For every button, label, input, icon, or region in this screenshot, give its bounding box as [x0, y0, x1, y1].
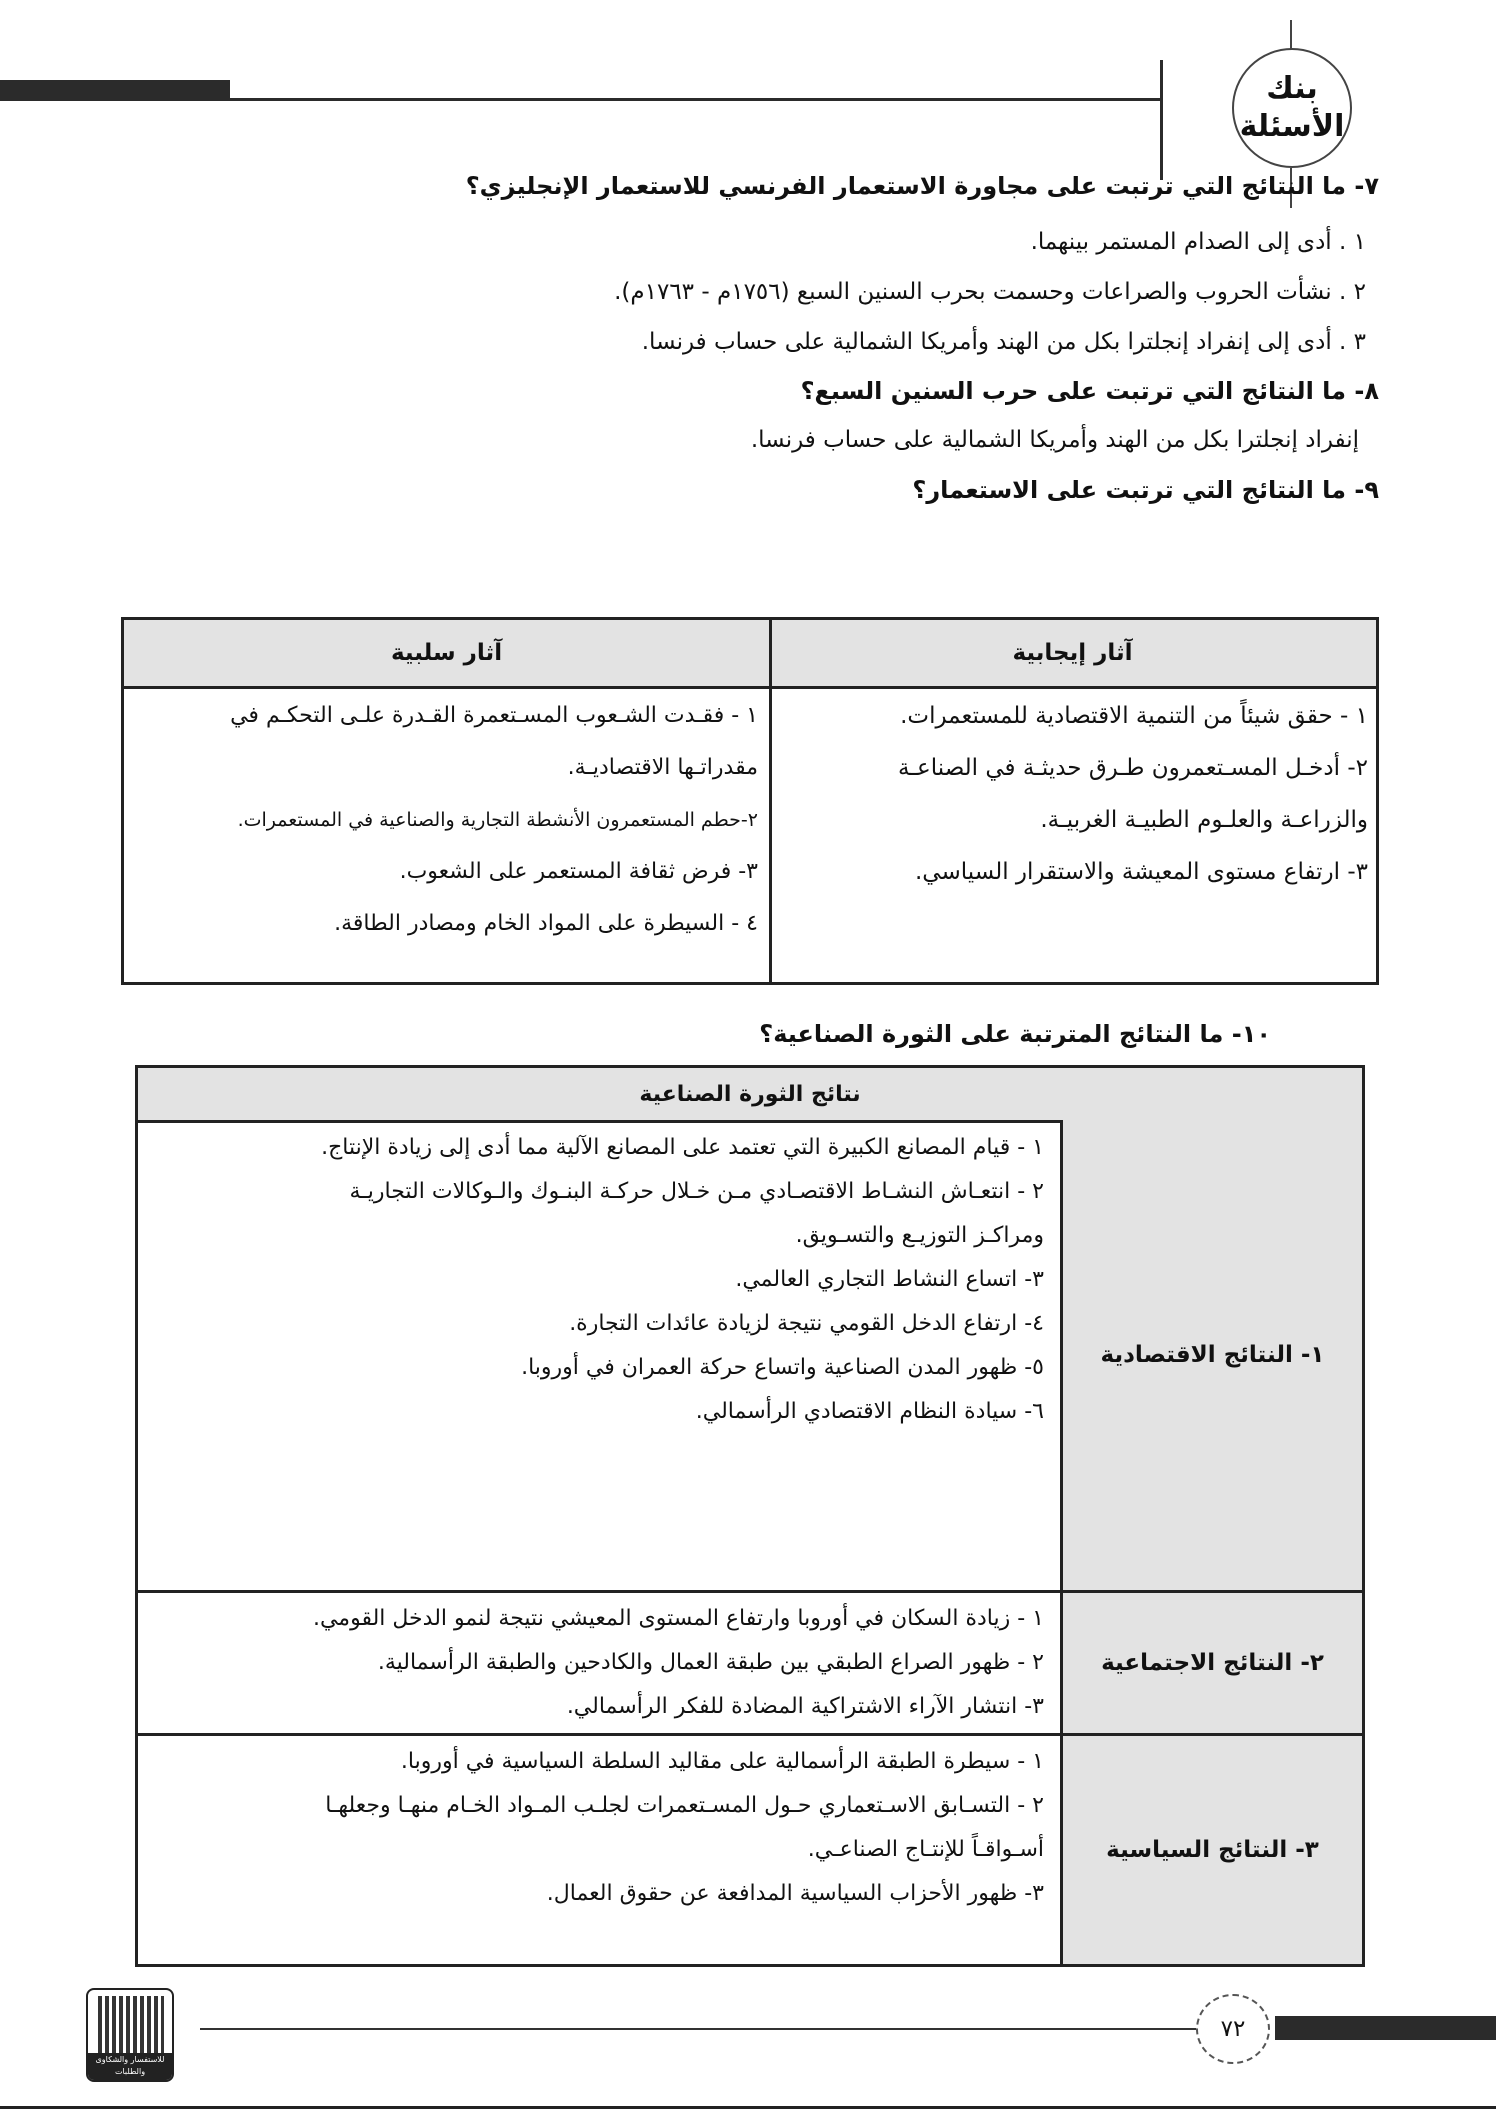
header-divider — [1160, 60, 1163, 180]
economic-item: ومراكـز التوزيـع والتسـويق. — [795, 1223, 1044, 1248]
social-list — [313, 1597, 1044, 1729]
badge-line2: الأسئلة — [1239, 109, 1345, 144]
question-7: ٧- ما النتائج التي ترتبت على مجاورة الاستعمار الفرنسي للاستعمار الإنجليزي؟ — [465, 172, 1379, 200]
q7-answer-3: ٣ . أدى إلى إنفراد إنجلترا بكل من الهند وأمريكا الشمالية على حساب فرنسا. — [641, 329, 1366, 355]
social-item: ٢ - ظهور الصراع الطبقي بين طبقة العمال والكادحين والطبقة الرأسمالية. — [377, 1650, 1044, 1675]
political-item: ٢ - التسـابق الاسـتعماري حـول المسـتعمرات لجلـب المـواد الخـام منهـا وجعلهـا — [325, 1793, 1044, 1818]
q8-answer: إنفراد إنجلترا بكل من الهند وأمريكا الشمالية على حساب فرنسا. — [750, 427, 1359, 453]
page-number: ٧٢ — [1196, 1994, 1270, 2064]
qr-code-icon — [86, 1988, 174, 2082]
social-label: ٢- النتائج الاجتماعية — [1060, 1593, 1362, 1733]
qr-pattern — [98, 1996, 164, 2054]
positive-header: آثار إيجابية — [1012, 640, 1133, 666]
header-bar — [0, 80, 230, 101]
footer-bar — [1275, 2016, 1496, 2040]
q7-answer-2: ٢ . نشأت الحروب والصراعات وحسمت بحرب السنين السبع (١٧٥٦م - ١٧٦٣م). — [614, 279, 1366, 305]
economic-item: ١ - قيام المصانع الكبيرة التي تعتمد على المصانع الآلية مما أدى إلى زيادة الإنتاج. — [321, 1135, 1044, 1160]
political-item: ٣- ظهور الأحزاب السياسية المدافعة عن حقوق العمال. — [546, 1881, 1044, 1906]
positive-item: والزراعـة والعلـوم الطبيـة الغربيـة. — [1040, 807, 1368, 833]
negative-item: ٢-حطم المستعمرون الأنشطة التجارية والصناعية في المستعمرات. — [237, 809, 758, 831]
positive-item: ٢- أدخـل المسـتعمرون طـرق حديثـة في الصناعـة — [897, 755, 1368, 781]
political-label: ٣- النتائج السياسية — [1060, 1736, 1362, 1964]
footer-rule — [200, 2028, 1200, 2030]
header-rule — [230, 98, 1160, 101]
economic-item: ٥- ظهور المدن الصناعية واتساع حركة العمران في أوروبا. — [521, 1355, 1044, 1380]
social-item: ٣- انتشار الآراء الاشتراكية المضادة للفكر الرأسمالي. — [566, 1694, 1044, 1719]
negative-item: مقدراتـها الاقتصاديـة. — [567, 755, 758, 780]
question-8: ٨- ما النتائج التي ترتبت على حرب السنين السبع؟ — [800, 377, 1379, 405]
negative-header: آثار سلبية — [390, 640, 503, 666]
qr-caption: للاستفسار والشكاوى والطلبات — [88, 2053, 172, 2080]
page-bottom-rule — [0, 2106, 1496, 2109]
colonialism-effects-table — [121, 617, 1379, 985]
question-10: ١٠- ما النتائج المترتبة على الثورة الصناعية؟ — [759, 1020, 1271, 1048]
industrial-revolution-table — [135, 1065, 1365, 1967]
negative-item: ٤ - السيطرة على المواد الخام ومصادر الطاقة. — [334, 911, 758, 936]
positive-list — [772, 690, 1368, 898]
positive-item: ١ - حقق شيئاً من التنمية الاقتصادية للمستعمرات. — [900, 703, 1368, 729]
negative-item: ٣- فرض ثقافة المستعمر على الشعوب. — [399, 859, 758, 884]
economic-item: ٣- اتساع النشاط التجاري العالمي. — [735, 1267, 1044, 1292]
economic-label: ١- النتائج الاقتصادية — [1060, 1120, 1362, 1590]
social-item: ١ - زيادة السكان في أوروبا وارتفاع المستوى المعيشي نتيجة لنمو الدخل القومي. — [312, 1606, 1044, 1631]
political-item: ١ - سيطرة الطبقة الرأسمالية على مقاليد السلطة السياسية في أوروبا. — [400, 1749, 1044, 1774]
negative-list — [120, 690, 758, 950]
section-badge — [1232, 48, 1352, 168]
badge-line1: بنك — [1266, 71, 1318, 106]
table-title: نتائج الثورة الصناعية — [138, 1068, 1362, 1123]
economic-item: ٤- ارتفاع الدخل القومي نتيجة لزيادة عائدات التجارة. — [569, 1311, 1044, 1336]
economic-item: ٦- سيادة النظام الاقتصادي الرأسمالي. — [695, 1399, 1044, 1424]
question-9: ٩- ما النتائج التي ترتبت على الاستعمار؟ — [912, 476, 1379, 504]
political-list — [325, 1740, 1044, 1916]
positive-item: ٣- ارتفاع مستوى المعيشة والاستقرار السياسي. — [915, 859, 1368, 885]
badge-tick — [1290, 20, 1292, 50]
economic-item: ٢ - انتعـاش النشـاط الاقتصـادي مـن خـلال حركـة البنـوك والـوكالات التجاريـة — [349, 1179, 1044, 1204]
political-item: أسـواقـاً للإنتـاج الصناعـي. — [807, 1837, 1044, 1862]
q7-answer-1: ١ . أدى إلى الصدام المستمر بينهما. — [1030, 229, 1366, 255]
economic-list — [321, 1126, 1044, 1434]
negative-item: ١ - فقـدت الشـعوب المسـتعمرة القـدرة علـى التحكـم في — [230, 703, 758, 728]
